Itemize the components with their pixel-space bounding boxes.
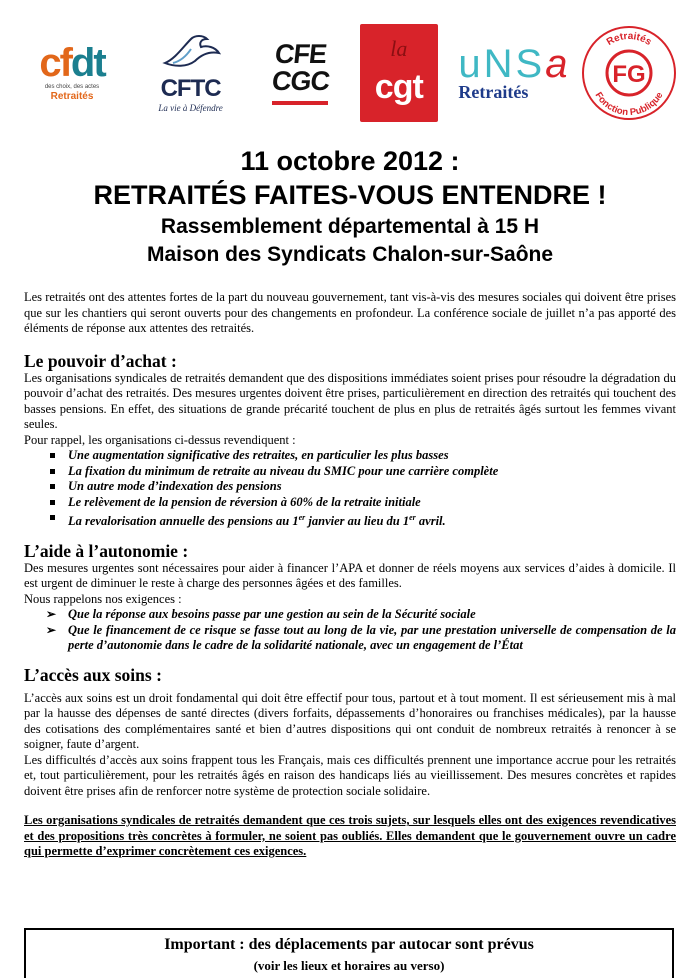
section-paragraph: Les difficultés d’accès aux soins frappent tous les Français, mais ces difficultés prennent une importance accrue pour les retraités et, tout particulièrement, pour les retraités âgés en raison des handicaps liés au vieillissement. Des mesures concrètes et rapides doivent être prises afin de renforcer notre système de protection sociale solidaire. xyxy=(24,752,676,798)
square-bullet-icon xyxy=(50,453,55,458)
cgt-la: la xyxy=(390,35,408,61)
section-paragraph: Pour rappel, les organisations ci-dessus revendiquent : xyxy=(24,432,296,447)
list-item: La revalorisation annuelle des pensions au 1er janvier au lieu du 1er avril. xyxy=(24,510,676,530)
cfdt-retraites: Retraités xyxy=(50,91,94,102)
list-item: Le relèvement de la pension de réversion à 60% de la retraite initiale xyxy=(24,495,676,511)
cfdt-wordmark: cfdt xyxy=(39,41,105,85)
section-heading: L’accès aux soins : xyxy=(24,664,162,685)
place-heading: Maison des Syndicats Chalon-sur-Saône xyxy=(146,243,554,266)
cgt-logo xyxy=(360,24,438,122)
slogan-heading: RETRAITÉS FAITES-VOUS ENTENDRE ! xyxy=(93,180,607,210)
fp-retraites-logo xyxy=(579,23,679,123)
cftc-logo xyxy=(141,23,241,123)
section-heading: Le pouvoir d’achat : xyxy=(24,350,177,371)
main-content xyxy=(24,290,676,860)
cgt-wordmark: cgt xyxy=(374,67,423,106)
requirements-list xyxy=(24,607,676,654)
fp-monogram: FG xyxy=(612,61,646,88)
arrowhead-bullet-icon: ➢ xyxy=(46,622,57,637)
important-notice-title: Important : des déplacements par autocar sont prévus xyxy=(164,936,534,953)
cftc-wordmark: CFTC xyxy=(160,75,221,102)
square-bullet-icon xyxy=(50,515,55,520)
section-paragraph: Nous rappelons nos exigences : xyxy=(24,591,182,606)
list-item: La fixation du minimum de retraite au niveau du SMIC pour une carrière complète xyxy=(24,464,676,480)
logo-bar xyxy=(24,22,679,124)
event-heading: Rassemblement départemental à 15 H xyxy=(160,215,540,238)
section-pouvoir-achat xyxy=(24,351,676,530)
unsa-letters: uNS xyxy=(458,41,546,86)
important-notice-subtitle: (voir les lieux et horaires au verso) xyxy=(253,958,445,973)
square-bullet-icon xyxy=(50,484,55,489)
fp-bottom-text: Fonction Publique xyxy=(592,90,666,119)
unsa-retraites: Retraités xyxy=(458,81,529,102)
square-bullet-icon xyxy=(50,469,55,474)
fp-top-text: Retraités xyxy=(604,30,654,49)
list-item: Un autre mode d’indexation des pensions xyxy=(24,479,676,495)
cfe-wordmark: CFE xyxy=(273,39,328,69)
title-block xyxy=(0,144,700,269)
important-notice-box xyxy=(24,928,674,978)
fp-seal-icon xyxy=(581,25,677,121)
section-autonomie xyxy=(24,541,676,654)
list-item: ➢ Que la réponse aux besoins passe par une gestion au sein de la Sécurité sociale xyxy=(46,607,476,622)
date-heading: 11 octobre 2012 : xyxy=(240,146,460,176)
demands-list xyxy=(24,448,676,530)
unsa-letter-a: a xyxy=(545,41,571,86)
cfdt-logo xyxy=(24,23,120,123)
arrowhead-bullet-icon: ➢ xyxy=(46,607,57,622)
section-heading: L’aide à l’autonomie : xyxy=(24,540,189,561)
square-bullet-icon xyxy=(50,500,55,505)
unsa-wordmark xyxy=(458,41,571,86)
list-item: ➢ Que le financement de ce risque se fasse tout au long de la vie, par une prestation universelle de compensation de la perte d’autonomie dans le cadre de la solidarité nationale, avec un engagement de l’État xyxy=(46,622,676,653)
cfe-cgc-red-bar xyxy=(272,101,328,105)
section-paragraph: Des mesures urgentes sont nécessaires pour aider à financer l’APA et donner de réels moyens aux services d’aides à domicile. Il est urgent de diminuer le reste à charge des personnes âgées et des familles. xyxy=(24,560,676,591)
conclusion-paragraph: Les organisations syndicales de retraités demandent que ces trois sujets, sur lesquels elles ont des exigences revendicatives et des propositions très concrètes à formuler, ne soient pas oubliés. Elles demandent que le gouvernement ouvre un cadre qui permette d’exprimer concrètement ces exigences. xyxy=(24,813,676,859)
cftc-tagline: La vie à Défendre xyxy=(158,103,223,113)
cfe-cgc-logo xyxy=(261,23,339,123)
section-acces-soins xyxy=(24,665,676,800)
section-paragraph: L’accès aux soins est un droit fondamental qui doit être effectif pour tous, partout et à tout moment. Il est sérieusement mis à mal par la hausse des dépenses de santé directes (divers forfaits, dépassements d’honoraires ou franchises médicales), par la hausse des cotisations des complémentaires santé et bien d’autres dispositions qui ont conduit de nombreux retraités à renoncer à se soigner, faute d’argent. xyxy=(24,690,676,752)
section-paragraph: Les organisations syndicales de retraités demandent que des dispositions immédiates soient prises pour résoudre la dégradation du pouvoir d’achat des retraités. Des mesures urgentes doivent être prises, particulièrement en direction des retraités qui touchent des basses pensions. En effet, des situations de grande précarité touchent de plus en plus de retraités âgés surtout les femmes vivant seules. xyxy=(24,370,676,431)
cfdt-tagline: des choix, des actes xyxy=(44,84,100,90)
list-item: Une augmentation significative des retraites, en particulier les plus basses xyxy=(24,448,676,464)
dove-icon xyxy=(161,33,221,69)
cgc-wordmark: CGC xyxy=(270,66,331,96)
unsa-logo xyxy=(458,23,571,123)
intro-paragraph: Les retraités ont des attentes fortes de la part du nouveau gouvernement, tant vis-à-vis des mesures sociales qui doivent être prises que sur les chantiers qui seront ouverts pour des changements en profondeur. La conférence sociale de juillet n’a pas apporté des éléments de réponse aux attentes des retraités. xyxy=(24,290,676,335)
